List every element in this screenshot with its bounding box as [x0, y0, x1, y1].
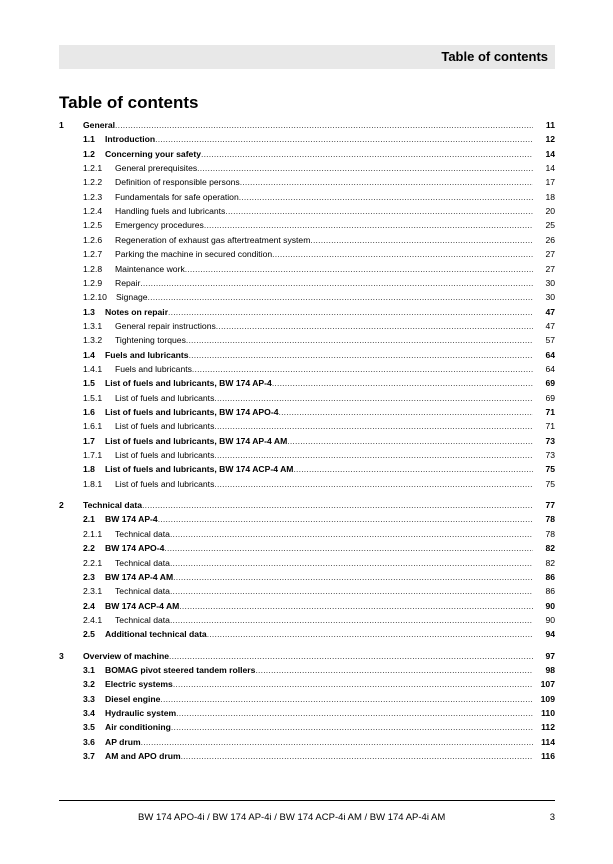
toc-entry[interactable]	[59, 205, 555, 217]
toc-entry[interactable]	[59, 678, 555, 690]
footer-divider	[59, 800, 555, 801]
toc-entry-number: 1.7.1	[83, 450, 103, 461]
toc-leader-dots	[239, 191, 533, 203]
toc-entry[interactable]	[59, 219, 555, 231]
toc-leader-dots	[189, 349, 533, 361]
toc-leader-dots	[214, 420, 533, 432]
toc-entry-page: 90	[545, 614, 555, 625]
toc-entry-title: General repair instructions	[115, 320, 216, 331]
toc-entry-number: 3.2	[83, 679, 95, 690]
toc-entry-page: 14	[545, 148, 555, 159]
toc-entry-title: Definition of responsible persons	[115, 177, 240, 188]
toc-entry[interactable]	[59, 571, 555, 583]
toc-entry[interactable]	[59, 363, 555, 375]
toc-leader-dots	[148, 291, 533, 303]
toc-entry[interactable]	[59, 449, 555, 461]
toc-leader-dots	[164, 542, 533, 554]
toc-entry[interactable]	[59, 148, 555, 160]
toc-entry[interactable]	[59, 234, 555, 246]
toc-entry-number: 1.4	[83, 349, 95, 360]
toc-entry-page: 97	[545, 650, 555, 661]
toc-entry-title: Emergency procedures	[115, 220, 204, 231]
toc-entry-title: Additional technical data	[105, 629, 207, 640]
toc-entry-title: List of fuels and lubricants	[115, 478, 215, 489]
toc-entry-number: 1.2.5	[83, 220, 103, 231]
toc-leader-dots	[171, 721, 533, 733]
toc-entry-title: Technical data	[115, 528, 170, 539]
toc-entry-number: 2.4	[83, 600, 95, 611]
toc-entry-page: 64	[545, 349, 555, 360]
toc-entry-number: 1.3.1	[83, 320, 103, 331]
toc-entry[interactable]	[59, 277, 555, 289]
toc-leader-dots	[204, 219, 533, 231]
toc-entry-title: Handling fuels and lubricants	[115, 206, 226, 217]
toc-entry-page: 26	[545, 234, 555, 245]
toc-entry-page: 110	[541, 708, 555, 718]
header-title: Table of contents	[441, 49, 548, 64]
toc-entry[interactable]	[59, 162, 555, 174]
toc-entry-number: 2.2	[83, 543, 95, 554]
toc-entry-page: 20	[545, 206, 555, 217]
toc-entry-number: 3.7	[83, 751, 95, 762]
toc-entry-title: Introduction	[105, 134, 156, 145]
toc-leader-dots	[207, 628, 533, 640]
toc-entry-title: BW 174 ACP-4 AM	[105, 600, 180, 611]
toc-leader-dots	[272, 248, 533, 260]
toc-leader-dots	[158, 513, 533, 525]
toc-entry-title: Technical data	[115, 557, 170, 568]
toc-entry-page: 11	[545, 120, 555, 130]
toc-entry-page: 82	[545, 557, 555, 568]
toc-leader-dots	[192, 363, 533, 375]
toc-leader-dots	[176, 707, 533, 719]
toc-entry-title: BW 174 AP-4 AM	[105, 571, 174, 582]
toc-entry-page: 75	[545, 478, 555, 489]
toc-leader-dots	[169, 650, 533, 662]
toc-entry[interactable]	[59, 499, 555, 511]
footer-models: BW 174 APO-4i / BW 174 AP-4i / BW 174 ACP-4i AM / BW 174 AP-4i AM	[138, 812, 446, 823]
toc-entry-number: 1.3	[83, 306, 95, 317]
toc-entry-number: 2.1	[83, 514, 95, 525]
toc-entry-number: 3.6	[83, 736, 95, 747]
toc-entry-page: 78	[545, 514, 555, 525]
toc-entry-title: List of fuels and lubricants	[115, 421, 215, 432]
toc-entry-title: Regeneration of exhaust gas aftertreatment system	[115, 234, 311, 245]
toc-leader-dots	[279, 406, 534, 418]
toc-entry-title: Fuels and lubricants	[115, 363, 192, 374]
toc-leader-dots	[272, 377, 533, 389]
toc-leader-dots	[216, 320, 533, 332]
toc-entry-title: Air conditioning	[105, 722, 171, 733]
toc-entry-page: 112	[541, 722, 555, 733]
toc-entry[interactable]	[59, 614, 555, 626]
toc-entry-number: 3.4	[83, 708, 95, 718]
toc-entry-number: 1.2.6	[83, 234, 103, 245]
toc-leader-dots	[115, 119, 533, 131]
toc-entry-page: 64	[545, 363, 555, 374]
toc-entry-title: Technical data	[115, 586, 170, 597]
toc-entry-number: 1.2.3	[83, 191, 103, 202]
toc-entry-number: 1.8.1	[83, 478, 103, 489]
toc-leader-dots	[287, 435, 533, 447]
toc-entry-number: 2.3.1	[83, 586, 103, 597]
toc-entry[interactable]	[59, 650, 555, 662]
toc-leader-dots	[179, 600, 533, 612]
toc-entry-title: BW 174 AP-4	[105, 514, 158, 525]
toc-entry-page: 12	[545, 134, 555, 145]
toc-entry-number: 3.3	[83, 693, 95, 704]
toc-entry-title: Parking the machine in secured condition	[115, 249, 273, 260]
toc-entry-title: Repair	[115, 277, 141, 288]
toc-leader-dots	[170, 557, 533, 569]
toc-entry-number: 1.2.1	[83, 163, 103, 174]
toc-entry-page: 71	[545, 407, 555, 417]
toc-entry-number: 1.2.2	[83, 177, 103, 188]
toc-entry-title: BW 174 APO-4	[105, 543, 165, 554]
toc-entry-number: 1.5.1	[83, 392, 103, 403]
toc-entry-page: 47	[545, 320, 555, 331]
toc-entry-number: 3	[59, 650, 64, 661]
toc-leader-dots	[214, 449, 533, 461]
toc-entry-number: 1.8	[83, 464, 95, 475]
toc-entry[interactable]	[59, 306, 555, 318]
toc-leader-dots	[141, 736, 533, 748]
toc-entry-number: 1.2.4	[83, 206, 103, 217]
toc-entry-number: 2.2.1	[83, 557, 103, 568]
toc-leader-dots	[240, 176, 533, 188]
toc-entry[interactable]	[59, 557, 555, 569]
toc-entry[interactable]	[59, 528, 555, 540]
toc-entry[interactable]	[59, 463, 555, 475]
toc-entry[interactable]	[59, 263, 555, 275]
toc-entry-number: 1.4.1	[83, 363, 103, 374]
toc-entry[interactable]	[59, 736, 555, 748]
toc-entry-number: 1	[59, 120, 64, 130]
toc-entry-title: BOMAG pivot steered tandem rollers	[105, 664, 256, 675]
toc-entry-page: 71	[545, 421, 555, 432]
toc-entry-number: 3.1	[83, 664, 95, 675]
toc-entry-page: 114	[541, 736, 555, 747]
toc-entry[interactable]	[59, 478, 555, 490]
toc-leader-dots	[185, 263, 533, 275]
toc-entry-title: List of fuels and lubricants	[115, 392, 215, 403]
toc-entry-page: 27	[545, 263, 555, 274]
toc-entry-title: Fundamentals for safe operation	[115, 191, 239, 202]
toc-entry-page: 18	[545, 191, 555, 202]
toc-entry-number: 2	[59, 500, 64, 511]
toc-entry[interactable]	[59, 334, 555, 346]
toc-leader-dots	[310, 234, 533, 246]
toc-entry[interactable]	[59, 664, 555, 676]
toc-entry-number: 2.5	[83, 629, 95, 640]
toc-entry[interactable]	[59, 119, 555, 131]
toc-entry-title: AM and APO drum	[105, 751, 181, 762]
toc-entry-title: Concerning your safety	[105, 148, 201, 159]
toc-leader-dots	[186, 334, 533, 346]
toc-entry-title: AP drum	[105, 736, 141, 747]
toc-entry[interactable]	[59, 628, 555, 640]
toc-leader-dots	[155, 133, 533, 145]
toc-entry-number: 1.7	[83, 435, 95, 446]
toc-entry-page: 90	[545, 600, 555, 611]
toc-entry-title: Technical data	[115, 614, 170, 625]
toc-entry-page: 30	[545, 292, 555, 303]
toc-entry-page: 57	[545, 335, 555, 346]
toc-entry-page: 25	[545, 220, 555, 231]
toc-entry-page: 94	[545, 629, 555, 640]
toc-entry[interactable]	[59, 349, 555, 361]
toc-entry-page: 116	[541, 751, 555, 762]
toc-entry-title: List of fuels and lubricants, BW 174 AP-4	[105, 378, 272, 389]
toc-entry-title: List of fuels and lubricants, BW 174 AP-4 AM	[105, 435, 288, 446]
toc-entry[interactable]	[59, 420, 555, 432]
toc-entry-number: 1.6	[83, 407, 95, 417]
toc-entry[interactable]	[59, 291, 555, 303]
toc-entry-number: 1.5	[83, 378, 95, 389]
toc-entry-title: Electric systems	[105, 679, 173, 690]
toc-entry-page: 86	[545, 586, 555, 597]
toc-entry[interactable]	[59, 176, 555, 188]
toc-entry[interactable]	[59, 585, 555, 597]
toc-entry-title: Signage	[116, 292, 148, 303]
toc-leader-dots	[293, 463, 533, 475]
toc-entry[interactable]	[59, 600, 555, 612]
toc-entry-title: List of fuels and lubricants, BW 174 APO-4	[105, 407, 279, 417]
toc-entry-title: Maintenance work	[115, 263, 185, 274]
toc-entry-title: List of fuels and lubricants	[115, 450, 215, 461]
toc-leader-dots	[197, 162, 533, 174]
toc-leader-dots	[140, 277, 533, 289]
toc-entry-title: Tightening torques	[115, 335, 186, 346]
toc-entry-number: 1.6.1	[83, 421, 103, 432]
toc-leader-dots	[160, 693, 533, 705]
toc-entry-number: 1.2.9	[83, 277, 103, 288]
toc-entry-number: 1.3.2	[83, 335, 103, 346]
toc-entry-number: 2.3	[83, 571, 95, 582]
toc-entry[interactable]	[59, 513, 555, 525]
toc-entry-page: 107	[540, 679, 555, 690]
toc-entry-number: 1.2	[83, 148, 95, 159]
toc-leader-dots	[225, 205, 533, 217]
toc-entry[interactable]	[59, 435, 555, 447]
toc-entry-title: Diesel engine	[105, 693, 161, 704]
toc-entry[interactable]	[59, 721, 555, 733]
toc-entry-page: 73	[545, 450, 555, 461]
header-bar	[59, 45, 555, 69]
toc-entry-number: 3.5	[83, 722, 95, 733]
toc-entry[interactable]	[59, 750, 555, 762]
toc-leader-dots	[170, 585, 533, 597]
toc-entry-page: 17	[545, 177, 555, 188]
toc-entry-number: 1.2.10	[83, 292, 107, 303]
toc-entry-page: 73	[545, 435, 555, 446]
toc-entry-page: 77	[545, 500, 555, 511]
toc-leader-dots	[170, 614, 533, 626]
toc-entry[interactable]	[59, 542, 555, 554]
toc-leader-dots	[168, 306, 533, 318]
footer-page-number: 3	[549, 812, 555, 823]
toc-entry-title: Technical data	[83, 500, 143, 511]
toc-entry-page: 86	[545, 571, 555, 582]
toc-entry-title: Hydraulic system	[105, 708, 177, 718]
toc-entry[interactable]	[59, 133, 555, 145]
toc-entry-page: 98	[545, 664, 555, 675]
toc-entry[interactable]	[59, 392, 555, 404]
toc-entry-page: 69	[545, 378, 555, 389]
toc-leader-dots	[173, 571, 533, 583]
toc-entry-title: Overview of machine	[83, 650, 169, 661]
toc-leader-dots	[173, 678, 533, 690]
toc-entry-page: 30	[545, 277, 555, 288]
toc-entry-number: 2.4.1	[83, 614, 103, 625]
toc-entry[interactable]	[59, 707, 555, 719]
toc-entry[interactable]	[59, 693, 555, 705]
page-title: Table of contents	[59, 93, 199, 112]
toc-entry[interactable]	[59, 248, 555, 260]
toc-entry-page: 78	[545, 528, 555, 539]
toc-leader-dots	[201, 148, 533, 160]
toc-entry-title: General prerequisites	[115, 163, 198, 174]
toc-entry-page: 27	[545, 249, 555, 260]
toc-leader-dots	[170, 528, 533, 540]
toc-leader-dots	[214, 478, 533, 490]
toc-entry[interactable]	[59, 320, 555, 332]
toc-leader-dots	[181, 750, 533, 762]
toc-entry-number: 1.1	[83, 134, 95, 145]
toc-entry-number: 1.2.8	[83, 263, 103, 274]
toc-entry[interactable]	[59, 406, 555, 418]
toc-entry-page: 69	[545, 392, 555, 403]
toc-entry-title: Fuels and lubricants	[105, 349, 189, 360]
toc-entry-page: 109	[540, 693, 555, 704]
toc-entry-page: 14	[545, 163, 555, 174]
toc-leader-dots	[214, 392, 533, 404]
toc-entry[interactable]	[59, 191, 555, 203]
toc-entry-title: Notes on repair	[105, 306, 169, 317]
toc-entry[interactable]	[59, 377, 555, 389]
toc-entry-page: 47	[545, 306, 555, 317]
toc-leader-dots	[142, 499, 533, 511]
toc-entry-page: 82	[545, 543, 555, 554]
toc-leader-dots	[255, 664, 533, 676]
toc-entry-number: 2.1.1	[83, 528, 103, 539]
toc-entry-number: 1.2.7	[83, 249, 103, 260]
toc-entry-page: 75	[545, 464, 555, 475]
toc-entry-title: List of fuels and lubricants, BW 174 ACP-4 AM	[105, 464, 294, 475]
toc-entry-title: General	[83, 120, 116, 130]
